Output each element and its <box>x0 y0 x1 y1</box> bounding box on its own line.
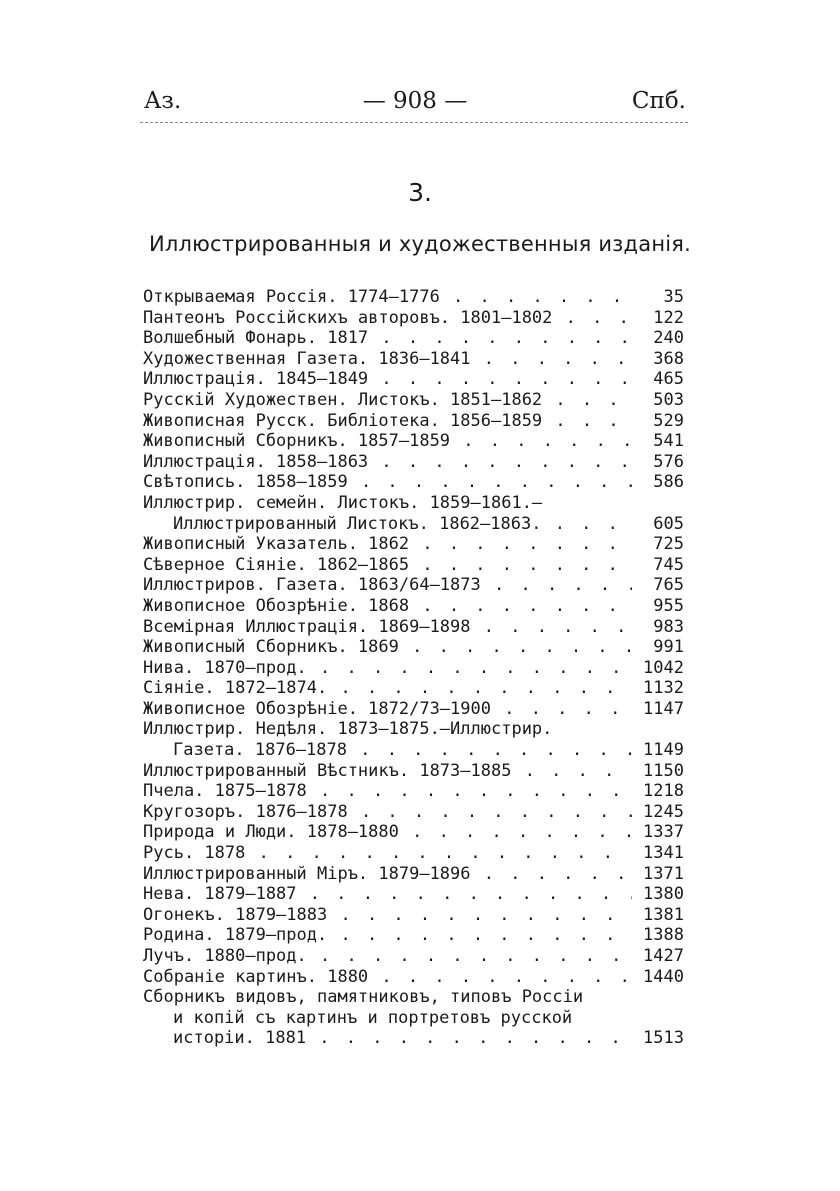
entry-title: Пантеонъ Россійскихъ авторовъ. 1801—1802 . . . <box>143 308 632 329</box>
entry-title: Волшебный Фонарь. 1817 . . . <box>143 328 632 349</box>
entry-title: Сборникъ видовъ, памятниковъ, типовъ Россіи <box>143 987 584 1008</box>
entry-page-number: 35 <box>663 287 684 307</box>
entry-page-number: 576 <box>653 451 684 472</box>
entry-page-number: 983 <box>653 616 684 637</box>
entry-line <box>143 308 684 329</box>
entry-title: Иллюстрація. 1858—1863 . . . <box>143 452 632 473</box>
entry-page-number: 1149 <box>643 740 684 761</box>
entry-title: Живописный Указатель. 1862 . . . <box>143 534 632 555</box>
entry-title: Природа и Люди. 1878—1880 . . . <box>143 822 632 843</box>
entry-page-number: 1388 <box>643 925 684 946</box>
entry-line <box>143 575 684 596</box>
entry-line <box>143 740 684 761</box>
entry-title: Огонекъ. 1879—1883 . . . <box>143 905 632 926</box>
entry-page-number: 765 <box>653 575 684 596</box>
entry-page-number: 503 <box>653 389 684 410</box>
entry-line <box>143 1008 684 1029</box>
entry-line <box>143 905 684 926</box>
entry-title: Сіяніе. 1872—1874. . . . <box>143 678 632 699</box>
entry-title: Родина. 1879—прод. . . . <box>143 925 632 946</box>
entry-title: Живописное Обозрѣніе. 1868 . . . <box>143 596 632 617</box>
entry-title: Иллюстрированный Вѣстникъ. 1873—1885 . . . <box>143 761 632 782</box>
entry-page-number: 1245 <box>643 801 684 822</box>
entry-line <box>143 534 684 555</box>
entry-line <box>143 349 684 370</box>
entry-line <box>143 390 684 411</box>
entry-title: и копій съ картинъ и портретовъ русской <box>173 1007 573 1028</box>
entry-line <box>143 884 684 905</box>
entry-line <box>143 967 684 988</box>
entry-title: Живописная Русск. Библіотека. 1856—1859 . . . <box>143 411 632 432</box>
entry-title: Сѣверное Сіяніе. 1862—1865 . . . <box>143 555 632 576</box>
entry-page-number: 1371 <box>643 863 684 884</box>
entry-line <box>143 637 684 658</box>
entry-title: Открываемая Россія. 1774—1776 . . . <box>143 287 632 308</box>
entry-line <box>143 946 684 967</box>
entry-title: Нева. 1879—1887 . . . <box>143 884 632 905</box>
entry-page-number: 529 <box>653 410 684 431</box>
entry-line <box>143 925 684 946</box>
entry-line <box>143 493 684 514</box>
entry-line <box>143 987 684 1008</box>
entry-page-number: 1381 <box>643 904 684 925</box>
entry-line <box>143 617 684 638</box>
section-number: 3. <box>408 178 432 207</box>
entry-title: Иллюстрація. 1845—1849 . . . <box>143 369 632 390</box>
entry-line <box>143 864 684 885</box>
entry-title: Всемірная Иллюстрація. 1869—1898 . . . <box>143 617 632 638</box>
entry-page-number: 1150 <box>643 760 684 781</box>
running-header <box>144 86 686 120</box>
entry-line <box>143 452 684 473</box>
entry-page-number: 605 <box>653 513 684 534</box>
entry-title: Иллюстрир. семейн. Листокъ. 1859—1861.— <box>143 492 543 513</box>
entry-title: Живописный Сборникъ. 1857—1859 . . . <box>143 431 632 452</box>
entry-page-number: 122 <box>653 307 684 328</box>
entry-line <box>143 287 684 308</box>
entry-title: Иллюстриров. Газета. 1863/64—1873 . . . <box>143 575 632 596</box>
entry-page-number: 1341 <box>643 843 684 864</box>
entry-line <box>143 514 684 535</box>
entry-title: Художественная Газета. 1836—1841 . . . <box>143 349 632 370</box>
entry-page-number: 1380 <box>643 884 684 905</box>
entry-page-number: 1440 <box>643 966 684 987</box>
entry-page-number: 955 <box>653 595 684 616</box>
entry-page-number: 1042 <box>643 657 684 678</box>
entry-title: Иллюстрир. Недѣля. 1873—1875.—Иллюстрир. <box>143 719 553 740</box>
entry-title: Газета. 1876—1878 . . . <box>173 740 632 761</box>
entry-page-number: 1427 <box>643 946 684 966</box>
entry-title: Кругозоръ. 1876—1878 . . . <box>143 802 632 823</box>
entry-page-number: 465 <box>653 369 684 390</box>
entry-line <box>143 781 684 802</box>
entry-title: Лучъ. 1880—прод. . . . <box>143 946 632 967</box>
entry-title: Иллюстрированный Міръ. 1879—1896 . . . <box>143 864 632 885</box>
entry-line <box>143 1028 684 1049</box>
entry-page-number: 745 <box>653 554 684 575</box>
entry-page-number: 240 <box>653 328 684 349</box>
entry-page-number: 368 <box>653 348 684 369</box>
entry-page-number: 991 <box>653 637 684 658</box>
entry-title: Живописный Сборникъ. 1869 . . . <box>143 637 632 658</box>
entry-page-number: 1513 <box>643 1028 684 1049</box>
header-rule <box>140 122 688 123</box>
entry-page-number: 1337 <box>643 822 684 843</box>
entry-line <box>143 328 684 349</box>
entry-line <box>143 369 684 390</box>
entry-line <box>143 658 684 679</box>
entry-line <box>143 411 684 432</box>
entry-title: Живописное Обозрѣніе. 1872/73—1900 . . . <box>143 699 632 720</box>
entry-line <box>143 678 684 699</box>
entry-page-number: 1218 <box>643 781 684 802</box>
header-right: Спб. <box>631 88 686 114</box>
entry-line <box>143 431 684 452</box>
entry-title: Русь. 1878 . . . <box>143 843 632 864</box>
entry-page-number: 1132 <box>643 678 684 699</box>
entry-line <box>143 802 684 823</box>
entry-line <box>143 472 684 493</box>
entry-list <box>143 287 684 1049</box>
entry-title: Русскій Художествен. Листокъ. 1851—1862 . . . <box>143 390 632 411</box>
entry-line <box>143 761 684 782</box>
entry-title: Собраніе картинъ. 1880 . . . <box>143 967 632 988</box>
entry-line <box>143 822 684 843</box>
entry-page-number: 586 <box>653 472 684 493</box>
section-title: Иллюстрированныя и художественныя изданія. <box>148 232 692 256</box>
entry-title: Пчела. 1875—1878 . . . <box>143 781 632 802</box>
entry-page-number: 725 <box>653 534 684 555</box>
entry-line <box>143 843 684 864</box>
entry-line <box>143 555 684 576</box>
entry-line <box>143 596 684 617</box>
entry-title: Свѣтопись. 1858—1859 . . . <box>143 472 632 493</box>
header-left: Аз. <box>144 88 182 114</box>
entry-page-number: 1147 <box>643 698 684 719</box>
entry-title: исторіи. 1881 . . . <box>173 1028 632 1049</box>
entry-title: Иллюстрированный Листокъ. 1862—1863. . . . <box>173 514 632 535</box>
entry-page-number: 541 <box>653 431 684 452</box>
header-page-number: — 908 — <box>362 88 468 114</box>
entry-line <box>143 699 684 720</box>
entry-title: Нива. 1870—прод. . . . <box>143 658 632 679</box>
entry-line <box>143 719 684 740</box>
